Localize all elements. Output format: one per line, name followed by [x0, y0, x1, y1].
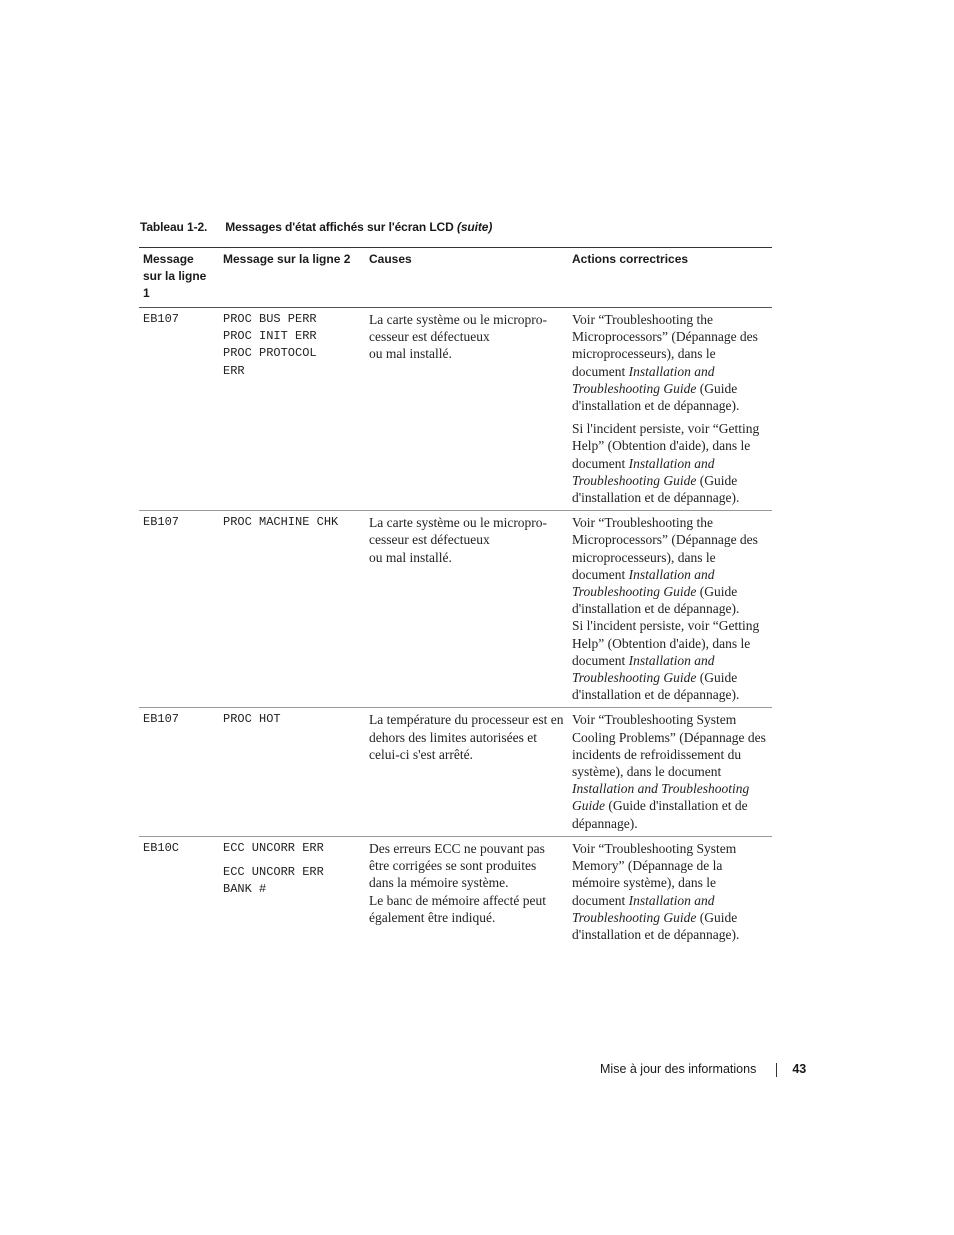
action-paragraph [572, 420, 768, 506]
action-text: Voir “Troubleshooting System Memory” (Dépannage de la mémoire système), dans le document [572, 840, 737, 908]
page-footer [600, 1062, 806, 1077]
action-paragraph [572, 711, 768, 831]
caption-label: Tableau 1-2. [140, 220, 208, 234]
header-causes: Causes [365, 248, 568, 308]
cell-line1-message: EB107 [139, 308, 219, 511]
action-text: Si l'incident persiste, voir “Getting Help” (Obtention d'aide), dans le document [572, 421, 760, 471]
document-title: Installation and Troubleshooting Guide [572, 455, 715, 488]
cell-line2-message [219, 511, 365, 708]
cell-cause: La carte système ou le micropro- cesseur est défectueux ou mal installé. [365, 511, 568, 708]
caption-suffix: (suite) [456, 220, 493, 234]
action-text-end: (Guide d'installation et de dépannage). [572, 380, 740, 414]
document-title: Installation and Troubleshooting Guide [572, 652, 715, 686]
cell-actions [568, 511, 772, 708]
action-paragraph [572, 514, 768, 617]
line2-message-text: ECC UNCORR ERR BANK # [223, 865, 324, 897]
cell-line2-message [219, 836, 365, 947]
header-line2: Message sur la ligne 2 [219, 248, 365, 308]
action-text: Voir “Troubleshooting System Cooling Problems” (Dépannage des incidents de refroidissement du système), dans le document [572, 712, 766, 780]
document-title: Installation and Troubleshooting Guide [572, 781, 750, 814]
caption-title: Messages d'état affichés sur l'écran LCD [225, 220, 454, 234]
line2-message-text: PROC MACHINE CHK [223, 515, 339, 530]
action-text: Si l'incident persiste, voir “Getting Help” (Obtention d'aide), dans le document [572, 618, 760, 668]
cell-line1-message: EB107 [139, 511, 219, 708]
action-paragraph [572, 617, 768, 703]
document-title: Installation and Troubleshooting Guide [572, 892, 715, 925]
table-row [139, 708, 772, 836]
line2-message-text: PROC BUS PERR PROC INIT ERR PROC PROTOCOL ERR [223, 312, 317, 378]
table-row [139, 836, 772, 947]
action-text: Voir “Troubleshooting the Microprocessors” (Dépannage des microprocesseurs), dans le document [572, 515, 758, 582]
action-text-end: (Guide d'installation et de dépannage). [572, 798, 748, 831]
table-row [139, 511, 772, 708]
cell-actions [568, 708, 772, 836]
page-number: 43 [792, 1062, 807, 1076]
header-actions: Actions correctrices [568, 248, 772, 308]
table-row [139, 308, 772, 511]
cell-line2-message [219, 308, 365, 511]
cell-actions [568, 308, 772, 511]
action-text-end: (Guide d'installation et de dépannage). [572, 584, 740, 617]
action-text-end: (Guide d'installation et de dépannage). [572, 670, 740, 703]
action-text-end: (Guide d'installation et de dépannage). [572, 909, 740, 942]
cell-actions [568, 836, 772, 947]
action-paragraph [572, 311, 768, 414]
cell-cause: Des erreurs ECC ne pouvant pas être corrigées se sont produites dans la mémoire système. Le banc de mémoire affecté peut également être indiqué. [369, 840, 547, 925]
action-text: Voir “Troubleshooting the Microprocessors” (Dépannage des microprocesseurs), dans le document [572, 312, 758, 379]
footer-section-title: Mise à jour des informations [600, 1062, 757, 1076]
header-line1: Message sur la ligne 1 [139, 248, 219, 308]
table-caption [140, 220, 492, 234]
cell-line2-message [219, 708, 365, 836]
cell-line1-message: EB107 [139, 708, 219, 836]
cell-cause: La carte système ou le micropro- cesseur est défectueux ou mal installé. [365, 308, 568, 511]
action-paragraph [572, 840, 768, 943]
footer-separator [776, 1063, 777, 1077]
document-title: Installation and Troubleshooting Guide [572, 566, 715, 600]
document-title: Installation and Troubleshooting Guide [572, 363, 715, 396]
cell-line1-message: EB10C [143, 840, 180, 855]
line2-message-text: ECC UNCORR ERR [223, 840, 324, 855]
table-header-row [139, 248, 772, 308]
action-text-end: (Guide d'installation et de dépannage). [572, 472, 740, 506]
line2-message-text: PROC HOT [223, 712, 281, 727]
cell-cause: La température du processeur est en dehors des limites autorisées et celui-ci s'est arrêté. [365, 708, 568, 836]
lcd-messages-table [139, 247, 772, 947]
